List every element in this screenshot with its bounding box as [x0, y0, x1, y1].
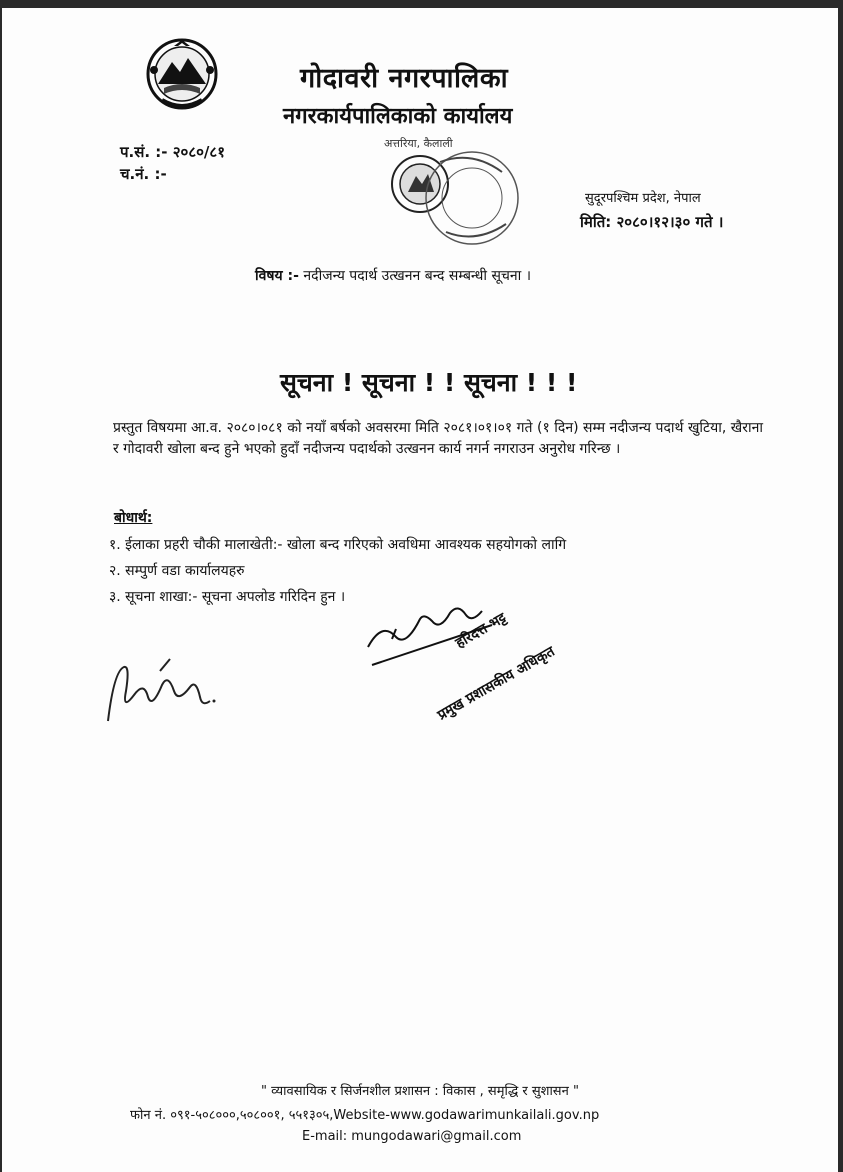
subject-line	[255, 266, 531, 285]
letter-date: मिति: २०८०।१२।३० गते ।	[580, 213, 724, 231]
dispatch-number: च.नं. :-	[120, 165, 167, 183]
stamp-place-text: अत्तरिया, कैलाली	[384, 137, 453, 150]
notice-body: प्रस्तुत विषयमा आ.व. २०८०।०८१ को नयाँ बर्षको अवसरमा मिति २०८१।०१।०१ गते (१ दिन) सम्म नदीजन्य पदार्थ खुटिया, खैराना र गोदावरी खोला बन्द हुने भएको हुदाँ नदीजन्य पदार्थको उत्खनन कार्य नगर्न नगराउन अनुरोध गरिन्छ ।	[113, 420, 763, 457]
initial-signature	[100, 651, 220, 726]
cc-item: २. सम्पुर्ण वडा कार्यालयहरु	[109, 563, 245, 579]
province-label: सुदूरपश्चिम प्रदेश, नेपाल	[585, 191, 701, 206]
footer-contact: फोन नं. ०९१-५०८०००,५०८००१, ५५१३०५,Website-www.godawarimunkailali.gov.np	[130, 1108, 600, 1123]
subject-text: नदीजन्य पदार्थ उत्खनन बन्द सम्बन्धी सूचना ।	[303, 268, 532, 284]
letter-page	[2, 8, 838, 1172]
office-name: नगरकार्यपालिकाको कार्यालय	[283, 104, 513, 129]
footer-email: E-mail: mungodawari@gmail.com	[302, 1129, 522, 1144]
signatory-name: हरिदत्त भट्ट	[453, 609, 510, 652]
cc-title: बोधार्थ:	[114, 510, 153, 526]
signatory-title: प्रमुख प्रशासकीय अधिकृत	[435, 643, 558, 724]
cc-item: ३. सूचना शाखा:- सूचना अपलोड गरिदिन हुन ।	[109, 589, 346, 605]
municipality-name: गोदावरी नगरपालिका	[300, 63, 509, 94]
footer-motto: " व्यावसायिक र सिर्जनशील प्रशासन : विकास , समृद्धि र सुशासन "	[261, 1084, 579, 1099]
notice-heading: सूचना ! सूचना ! ! सूचना ! ! !	[280, 368, 578, 397]
nepal-emblem-icon	[144, 36, 220, 112]
subject-label: विषय :-	[255, 268, 299, 284]
letter-number: प.सं. :- २०८०/८१	[120, 143, 226, 161]
cc-item: १. ईलाका प्रहरी चौकी मालाखेती:- खोला बन्द गरिएको अवधिमा आवश्यक सहयोगको लागि	[109, 537, 567, 553]
